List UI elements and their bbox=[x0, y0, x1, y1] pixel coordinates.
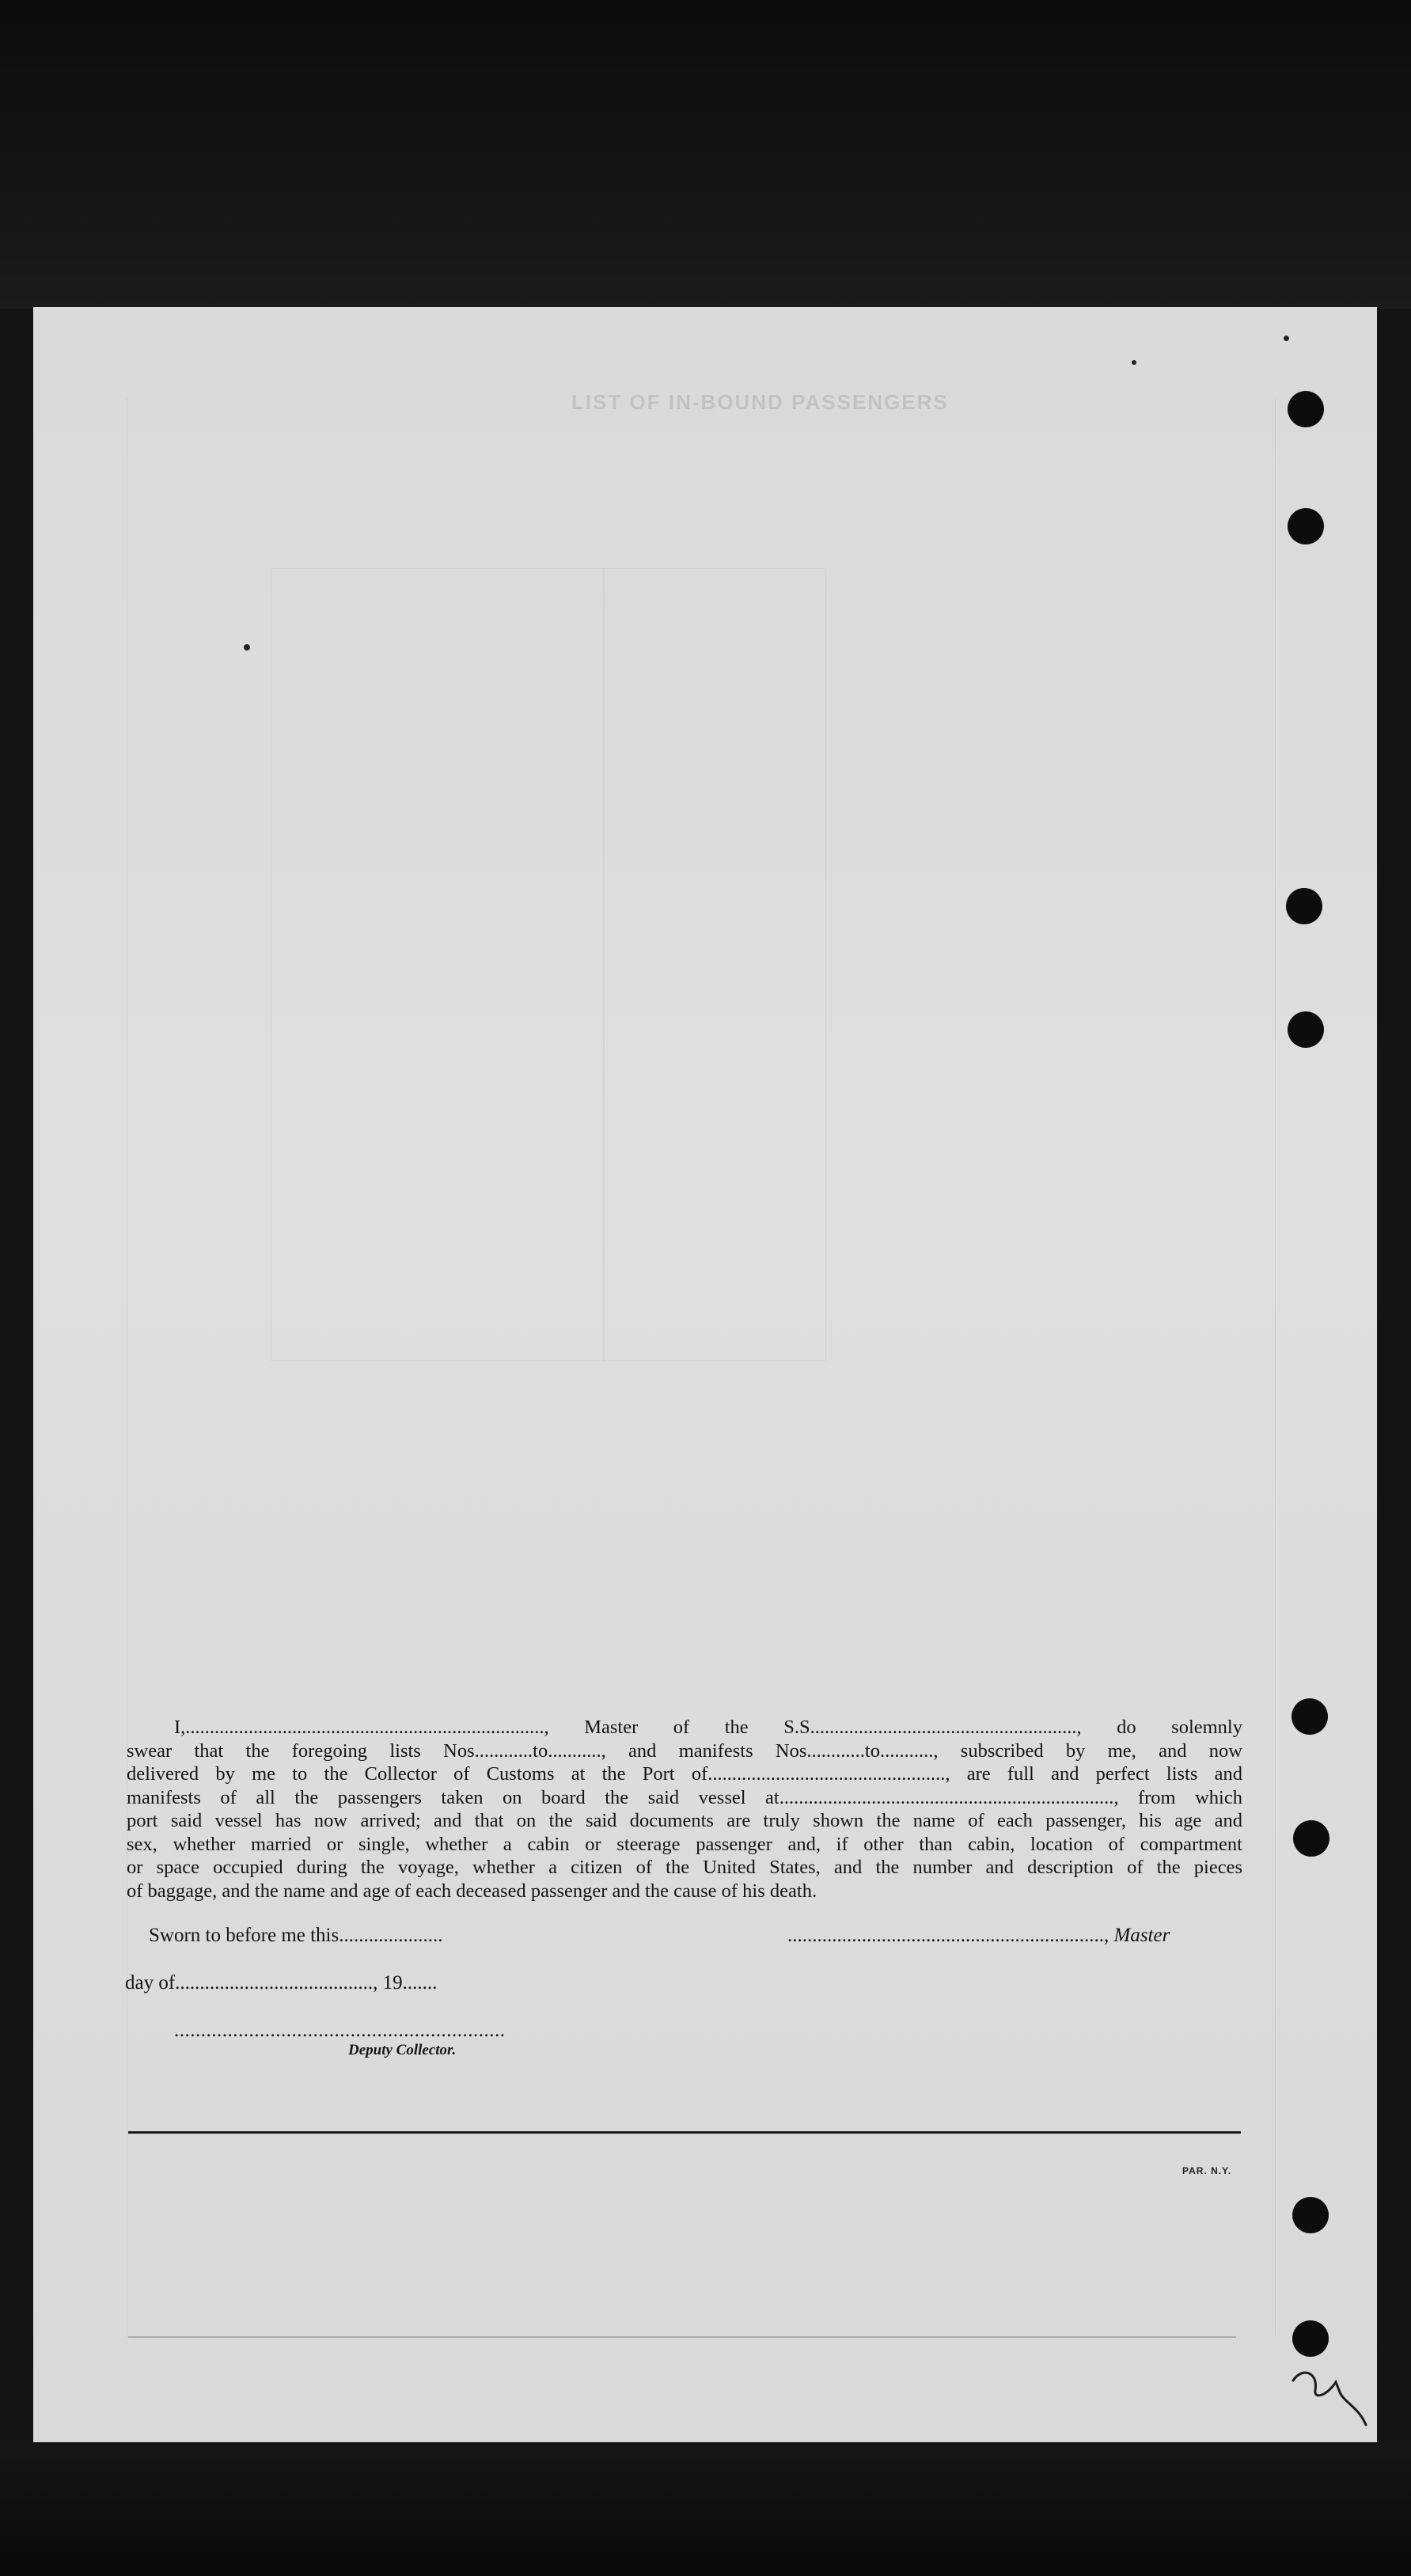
faint-column bbox=[271, 568, 605, 1361]
speck bbox=[1132, 360, 1136, 365]
faint-bottom-rule bbox=[128, 2336, 1236, 2338]
form-code: PAR. N.Y. bbox=[1182, 2165, 1232, 2176]
scan-background-top bbox=[0, 0, 1411, 309]
day-of-line: day of........................................, 19....... bbox=[125, 1972, 438, 1994]
punch-hole bbox=[1292, 2197, 1329, 2233]
punch-hole bbox=[1293, 1820, 1329, 1857]
master-signature-dots: ................................................................, bbox=[787, 1925, 1109, 1946]
oath-line: swear that the foregoing lists Nos............to..........., and manifests Nos............to..........., subscribed by me, and now bbox=[127, 1739, 1242, 1762]
document-page bbox=[33, 307, 1377, 2442]
punch-hole bbox=[1288, 1011, 1324, 1048]
sworn-before-line: Sworn to before me this..................... bbox=[149, 1925, 443, 1946]
deputy-collector-label: Deputy Collector. bbox=[348, 2042, 457, 2058]
oath-line: port said vessel has now arrived; and that on the said documents are truly shown the name of each passenger, his age and bbox=[127, 1810, 1242, 1831]
oath-paragraph bbox=[127, 1716, 1242, 1903]
scan-background-bottom bbox=[0, 2445, 1411, 2576]
punch-hole bbox=[1286, 888, 1322, 924]
oath-line: sex, whether married or single, whether a cabin or steerage passenger and, if other than cabin, location of compartment bbox=[127, 1833, 1242, 1855]
punch-hole bbox=[1292, 2320, 1329, 2357]
punch-hole bbox=[1288, 391, 1324, 427]
deputy-signature-dots: .............................................................. bbox=[174, 2020, 506, 2041]
master-label: Master bbox=[1113, 1925, 1170, 1946]
bleed-through-title: LIST OF IN-BOUND PASSENGERS bbox=[571, 390, 949, 414]
oath-line: delivered by me to the Collector of Customs at the Port of................................................., are full and perfect lists and bbox=[127, 1763, 1242, 1785]
speck bbox=[244, 644, 250, 651]
punch-hole bbox=[1288, 508, 1324, 544]
handwritten-mark-icon bbox=[1287, 2358, 1374, 2430]
speck bbox=[1284, 336, 1289, 341]
faint-column bbox=[603, 568, 826, 1361]
horizontal-rule bbox=[128, 2131, 1241, 2134]
oath-line: or space occupied during the voyage, whether a citizen of the United States, and the number and description of the pieces bbox=[127, 1857, 1242, 1878]
oath-line: of baggage, and the name and age of each deceased passenger and the cause of his death. bbox=[127, 1880, 817, 1902]
master-signature-line bbox=[787, 1925, 1170, 1947]
punch-hole bbox=[1292, 1698, 1328, 1735]
oath-line: I,.........................................................................., Master of the S.S......................................................., do solemnly bbox=[174, 1717, 1242, 1738]
oath-line: manifests of all the passengers taken on board the said vessel at....................................................................., from which bbox=[127, 1786, 1242, 1808]
